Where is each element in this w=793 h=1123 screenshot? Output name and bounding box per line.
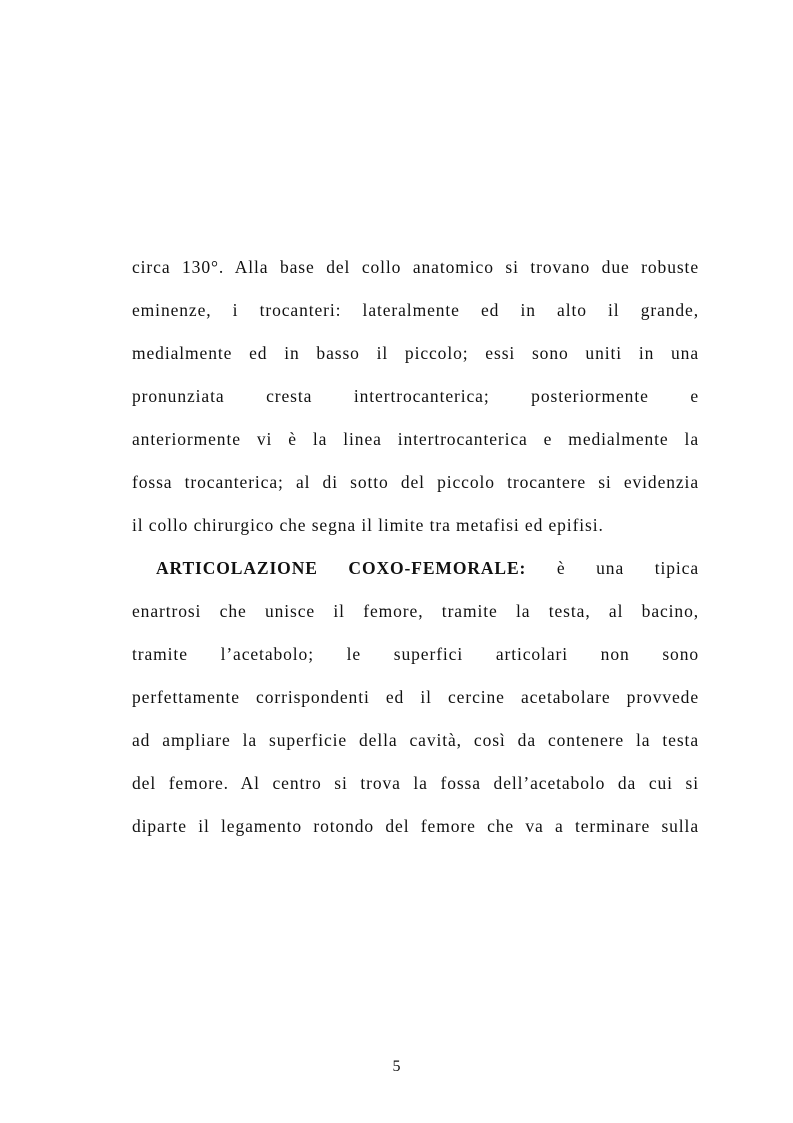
text-line: ad ampliare la superficie della cavità, così da contenere la testa xyxy=(132,730,699,750)
text-line: fossa trocanterica; al di sotto del piccolo trocantere si evidenzia xyxy=(132,472,699,492)
text-line: enartrosi che unisce il femore, tramite la testa, al bacino, xyxy=(132,601,699,621)
paragraph-hip-joint xyxy=(132,554,699,855)
text-line: anteriormente vi è la linea intertrocanterica e medialmente la xyxy=(132,429,699,449)
text-line: medialmente ed in basso il piccolo; essi sono uniti in una xyxy=(132,343,699,363)
text-line: eminenze, i trocanteri: lateralmente ed in alto il grande, xyxy=(132,300,699,320)
page-number: 5 xyxy=(392,1058,401,1075)
text-line: tramite l’acetabolo; le superfici articolari non sono xyxy=(132,644,699,664)
text-line: pronunziata cresta intertrocanterica; posteriormente e xyxy=(132,386,699,406)
text-line: diparte il legamento rotondo del femore che va a terminare sulla xyxy=(132,816,699,836)
text-line: circa 130°. Alla base del collo anatomico si trovano due robuste xyxy=(132,257,699,277)
body-text xyxy=(132,253,699,855)
section-heading: ARTICOLAZIONE COXO-FEMORALE: xyxy=(156,558,527,578)
text-line: del femore. Al centro si trova la fossa dell’acetabolo da cui si xyxy=(132,773,699,793)
text-line: il collo chirurgico che segna il limite tra metafisi ed epifisi. xyxy=(132,515,604,535)
heading-line-rest: è una tipica xyxy=(556,558,699,578)
text-line-with-heading xyxy=(132,554,699,597)
text-line: perfettamente corrispondenti ed il cercine acetabolare provvede xyxy=(132,687,699,707)
paragraph-femur-neck xyxy=(132,253,699,554)
